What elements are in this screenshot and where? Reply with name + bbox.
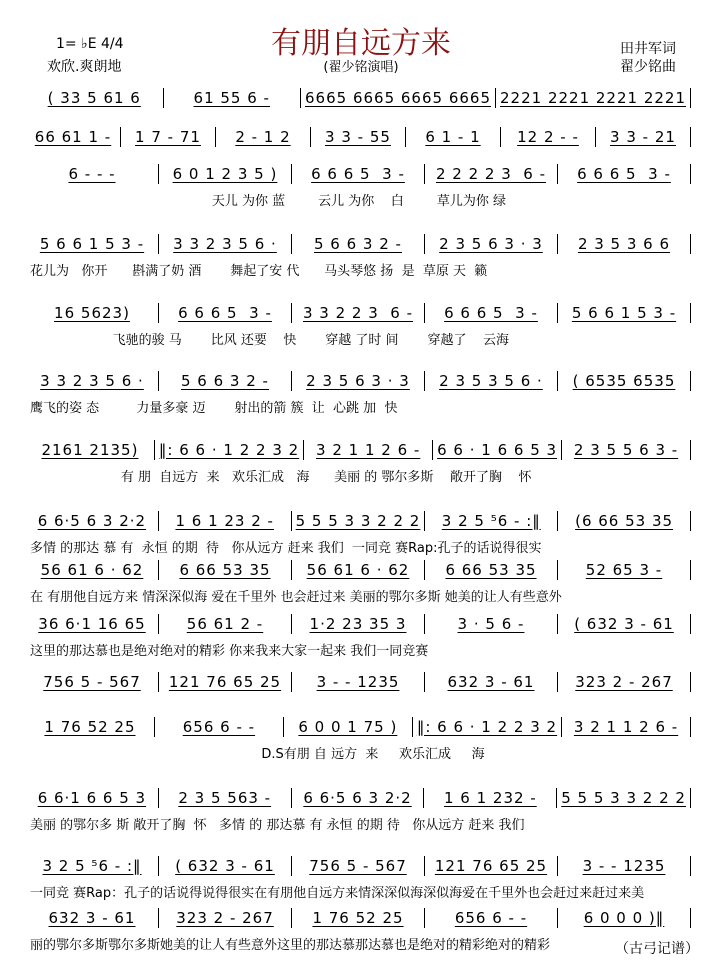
measure: 3 2 1 1 2 6 - <box>573 718 679 736</box>
measure: 12 2 - - <box>517 128 579 146</box>
bar-line <box>690 672 691 692</box>
measure: 52 65 3 - <box>585 561 663 579</box>
notation-row <box>30 127 695 147</box>
bar-line <box>310 127 311 147</box>
bar-line <box>690 908 691 928</box>
bar-line <box>405 127 406 147</box>
measure: 2 3 5 3 6 6 <box>577 235 671 253</box>
measure: 3 3 2 3 5 6 · <box>40 372 144 390</box>
song-title: 有朋自远方来 <box>271 26 451 61</box>
bar-line <box>158 560 159 580</box>
measure: 1 76 52 25 <box>312 909 404 927</box>
lyrics-line: 有 朋 自远方 来 欢乐汇成 海 美丽 的 鄂尔多斯 敞开了胸 怀 <box>30 470 532 485</box>
lyrics-line: 美丽 的鄂尔多 斯 敞开了胸 怀 多情 的 那达慕 有 永恒 的期 待 你从远方 赶来 我们 <box>30 818 525 833</box>
measure: 2 3 5 3 5 6 · <box>439 372 543 390</box>
bar-line <box>595 127 596 147</box>
measure: 3 - - 1235 <box>316 673 400 691</box>
measure: 6 66 53 35 <box>445 561 537 579</box>
bar-line <box>557 371 558 391</box>
measure: 121 76 65 25 <box>434 857 548 875</box>
bar-line <box>291 303 292 323</box>
measure: 5 6 6 3 2 - <box>314 235 402 253</box>
measure: ( 632 3 - 61 <box>175 857 275 875</box>
bar-line <box>158 672 159 692</box>
notation-row <box>30 440 695 460</box>
notation-row <box>30 164 695 184</box>
bar-line <box>291 614 292 634</box>
notation-row <box>30 88 695 108</box>
measure: 56 61 6 · 62 <box>40 561 144 579</box>
measure: 66 61 1 - <box>34 128 112 146</box>
lyricist-credit: 田井军词 <box>620 41 676 57</box>
bar-line <box>557 908 558 928</box>
bar-line <box>158 614 159 634</box>
bar-line <box>557 614 558 634</box>
measure: 6 6·5 6 3 2·2 <box>37 512 147 530</box>
measure: 1 76 52 25 <box>44 718 136 736</box>
measure: 3 3 2 3 5 6 · <box>173 235 277 253</box>
measure: 1 6 1 23 2 - <box>175 512 274 530</box>
measure: 1 7 - 71 <box>135 128 201 146</box>
bar-line <box>424 856 425 876</box>
measure: 3 3 - 21 <box>610 128 676 146</box>
measure: 6 6 6 5 3 - <box>178 304 272 322</box>
measure: 3 2 5 ⁵6 - :‖ <box>441 512 541 530</box>
measure: 5 6 6 1 5 3 - <box>39 235 145 253</box>
lyrics-line: 一同竞 赛Rap：孔子的话说得说得很实在有朋他自远方来情深深似海深似海爱在千里外也会赶过来赶过来美 <box>30 886 645 901</box>
measure: 2 - 1 2 <box>235 128 291 146</box>
bar-line <box>690 788 691 808</box>
bar-line <box>154 440 155 460</box>
bar-line <box>424 908 425 928</box>
key-signature: 1= ♭E 4/4 <box>56 36 124 52</box>
bar-line <box>557 560 558 580</box>
bar-line <box>557 303 558 323</box>
bar-line <box>291 511 292 531</box>
singer-credit: (翟少铭演唱) <box>323 60 399 75</box>
measure: 2 3 5 5 6 3 - <box>573 441 679 459</box>
bar-line <box>500 127 501 147</box>
bar-line <box>158 856 159 876</box>
bar-line <box>412 717 413 737</box>
measure: 6 1 - 1 <box>425 128 481 146</box>
bar-line <box>424 511 425 531</box>
bar-line <box>432 440 433 460</box>
notation-row <box>30 371 695 391</box>
bar-line <box>291 371 292 391</box>
bar-line <box>690 440 691 460</box>
notation-row <box>30 856 695 876</box>
bar-line <box>557 234 558 254</box>
bar-line <box>424 234 425 254</box>
bar-line <box>690 560 691 580</box>
bar-line <box>215 127 216 147</box>
bar-line <box>690 234 691 254</box>
bar-line <box>120 127 121 147</box>
bar-line <box>690 127 691 147</box>
lyrics-line: 在 有朋他自远方来 情深深似海 爱在千里外 也会赶过来 美丽的鄂尔多斯 她美的让人有些意外 <box>30 590 562 605</box>
bar-line <box>291 234 292 254</box>
measure: 632 3 - 61 <box>48 909 136 927</box>
bar-line <box>424 371 425 391</box>
bar-line <box>690 856 691 876</box>
lyrics-line: 天儿 为你 蓝 云儿 为你 白 草儿为你 绿 <box>30 194 506 209</box>
notation-row <box>30 560 695 580</box>
measure: 61 55 6 - <box>193 89 270 107</box>
measure: 3 3 - 55 <box>325 128 391 146</box>
measure: 6 6·1 6 6 5 3 <box>37 789 147 807</box>
bar-line <box>424 303 425 323</box>
measure: 756 5 - 567 <box>43 673 141 691</box>
measure: 3 2 5 ⁵6 - :‖ <box>42 857 142 875</box>
measure: 5 6 6 1 5 3 - <box>571 304 677 322</box>
measure: 3 3 2 2 3 6 - <box>302 304 414 322</box>
lyrics-line: 多情 的那达 慕 有 永恒 的期 待 你从远方 赶来 我们 一同竞 赛Rap:孔子的话说得很实 <box>30 541 542 556</box>
measure: 632 3 - 61 <box>447 673 535 691</box>
measure: ‖: 6 6 · 1 2 2 3 2 <box>416 718 558 736</box>
measure: 1 6 1 232 - <box>443 789 537 807</box>
notation-row <box>30 234 695 254</box>
notation-row <box>30 788 695 808</box>
notation-row <box>30 672 695 692</box>
measure: 16 5623) <box>54 304 130 322</box>
bar-line <box>495 88 496 108</box>
measure: 3 - - 1235 <box>582 857 666 875</box>
notation-row <box>30 908 695 928</box>
bar-line <box>291 908 292 928</box>
measure: 5 6 6 3 2 - <box>181 372 269 390</box>
bar-line <box>424 560 425 580</box>
bar-line <box>557 672 558 692</box>
transcriber-credit: （古弓记谱） <box>615 941 699 957</box>
bar-line <box>690 88 691 108</box>
lyrics-line: 鹰飞的姿 态 力量多豪 迈 射出的箭 簇 让 心跳 加 快 <box>30 401 398 416</box>
measure: 6665 6665 6665 6665 <box>305 89 491 107</box>
measure: 6 6 6 5 3 - <box>577 165 671 183</box>
bar-line <box>163 88 164 108</box>
bar-line <box>300 88 301 108</box>
measure: 323 2 - 267 <box>575 673 673 691</box>
measure: ( 6535 6535 <box>572 372 676 390</box>
bar-line <box>424 164 425 184</box>
bar-line <box>690 614 691 634</box>
bar-line <box>690 717 691 737</box>
measure: 656 6 - - <box>454 909 528 927</box>
measure: 5 5 5 3 3 2 2 2 <box>295 512 421 530</box>
measure: 656 6 - - <box>182 718 256 736</box>
bar-line <box>557 856 558 876</box>
measure: 56 61 2 - <box>186 615 264 633</box>
bar-line <box>158 371 159 391</box>
measure: 6 66 53 35 <box>179 561 271 579</box>
bar-line <box>158 234 159 254</box>
bar-line <box>556 788 557 808</box>
bar-line <box>283 717 284 737</box>
bar-line <box>291 164 292 184</box>
measure: 121 76 65 25 <box>168 673 282 691</box>
measure: (6 66 53 35 <box>575 512 674 530</box>
bar-line <box>303 440 304 460</box>
measure: 6 6·5 6 3 2·2 <box>303 789 412 807</box>
measure: 6 6 6 5 3 - <box>444 304 538 322</box>
measure: ( 33 5 61 6 <box>47 89 141 107</box>
bar-line <box>690 303 691 323</box>
bar-line <box>291 672 292 692</box>
measure: 6 0 0 1 75 ) <box>298 718 398 736</box>
measure: 2 2 2 2 3 6 - <box>435 165 547 183</box>
bar-line <box>291 788 292 808</box>
bar-line <box>158 164 159 184</box>
bar-line <box>561 717 562 737</box>
measure: 3 2 1 1 2 6 - <box>316 441 421 459</box>
measure: 6 6 · 1 6 6 5 3 <box>437 441 558 459</box>
bar-line <box>158 788 159 808</box>
bar-line <box>154 717 155 737</box>
measure: 6 6 6 5 3 - <box>311 165 405 183</box>
measure: 3 · 5 6 - <box>457 615 525 633</box>
bar-line <box>424 672 425 692</box>
measure: 6 0 1 2 3 5 ) <box>172 165 278 183</box>
bar-line <box>561 440 562 460</box>
lyrics-line: 飞驰的骏 马 比风 还要 快 穿越 了时 间 穿越了 云海 <box>30 333 510 348</box>
bar-line <box>557 511 558 531</box>
measure: 6 0 0 0 )‖ <box>583 909 665 927</box>
bar-line <box>423 788 424 808</box>
bar-line <box>291 560 292 580</box>
composer-credit: 翟少铭曲 <box>620 59 676 75</box>
bar-line <box>158 303 159 323</box>
lyrics-line: D.S有朋 自 远方 来 欢乐汇成 海 <box>30 747 485 762</box>
bar-line <box>424 614 425 634</box>
measure: 756 5 - 567 <box>309 857 407 875</box>
lyrics-line: 花儿为 你开 斟满了奶 酒 舞起了安 代 马头琴悠 扬 是 草原 天 籁 <box>30 264 488 279</box>
notation-row <box>30 717 695 737</box>
notation-row <box>30 511 695 531</box>
measure: 36 6·1 16 65 <box>38 615 146 633</box>
measure: ‖: 6 6 · 1 2 2 3 2 <box>158 441 300 459</box>
measure: 2221 2221 2221 2221 <box>500 89 686 107</box>
measure: 2 3 5 6 3 · 3 <box>439 235 543 253</box>
notation-row <box>30 614 695 634</box>
measure: 2 3 5 563 - <box>178 789 272 807</box>
bar-line <box>557 164 558 184</box>
bar-line <box>158 511 159 531</box>
measure: 323 2 - 267 <box>176 909 274 927</box>
measure: 6 - - - <box>68 165 116 183</box>
bar-line <box>690 511 691 531</box>
tempo-marking: 欢欣.爽朗地 <box>47 59 122 75</box>
bar-line <box>690 371 691 391</box>
measure: 56 61 6 · 62 <box>306 561 410 579</box>
notation-row <box>30 303 695 323</box>
lyrics-line: 丽的鄂尔多斯鄂尔多斯她美的让人有些意外这里的那达慕那达慕也是绝对的精彩绝对的精彩 <box>30 938 551 953</box>
bar-line <box>158 908 159 928</box>
measure: 2161 2135) <box>41 441 139 459</box>
measure: 5 5 5 3 3 2 2 2 <box>561 789 686 807</box>
measure: 1·2 23 35 3 <box>309 615 407 633</box>
measure: ( 632 3 - 61 <box>574 615 674 633</box>
lyrics-line: 这里的那达慕也是绝对绝对的精彩 你来我来大家一起来 我们一同竞赛 <box>30 644 429 659</box>
bar-line <box>690 164 691 184</box>
measure: 2 3 5 6 3 · 3 <box>306 372 410 390</box>
bar-line <box>291 856 292 876</box>
